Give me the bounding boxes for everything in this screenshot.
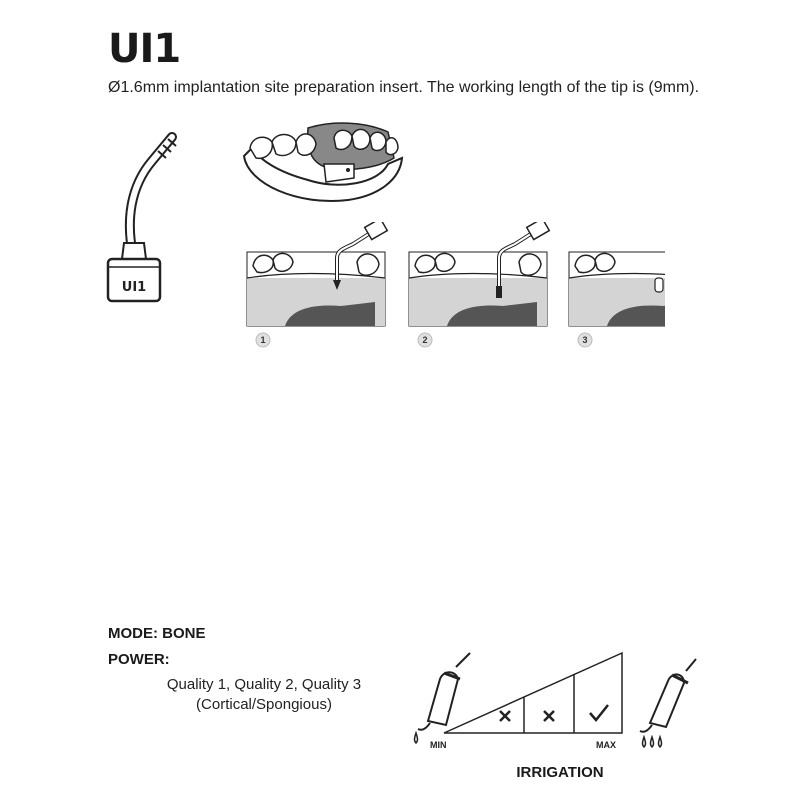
power-bone-type: (Cortical/Spongious) <box>196 696 332 713</box>
step-panel-1 <box>247 222 387 347</box>
insert-tip-illustration <box>100 125 210 310</box>
step-number: 1 <box>260 335 266 345</box>
handpiece-max-icon <box>640 659 696 747</box>
step-panel-2 <box>409 222 549 347</box>
power-quality: Quality 1, Quality 2, Quality 3 <box>166 676 362 693</box>
step-number: 3 <box>582 335 588 345</box>
jaw-overview-illustration <box>238 118 408 210</box>
power-label: POWER: <box>108 651 170 668</box>
power-values <box>108 675 420 715</box>
mode-label: MODE: BONE <box>108 625 206 642</box>
step-panel-3 <box>569 252 665 347</box>
irrigation-title: IRRIGATION <box>516 764 604 781</box>
irrigation-max-label: MAX <box>596 740 616 750</box>
irrigation-diagram <box>400 645 700 760</box>
insert-description: Ø1.6mm implantation site preparation insert. The working length of the tip is (9mm). <box>108 79 700 96</box>
irrigation-min-label: MIN <box>430 740 447 750</box>
step-number: 2 <box>422 335 428 345</box>
insert-label: UI1 <box>121 280 147 295</box>
page-title: UI1 <box>108 26 181 72</box>
procedure-steps <box>245 222 665 354</box>
